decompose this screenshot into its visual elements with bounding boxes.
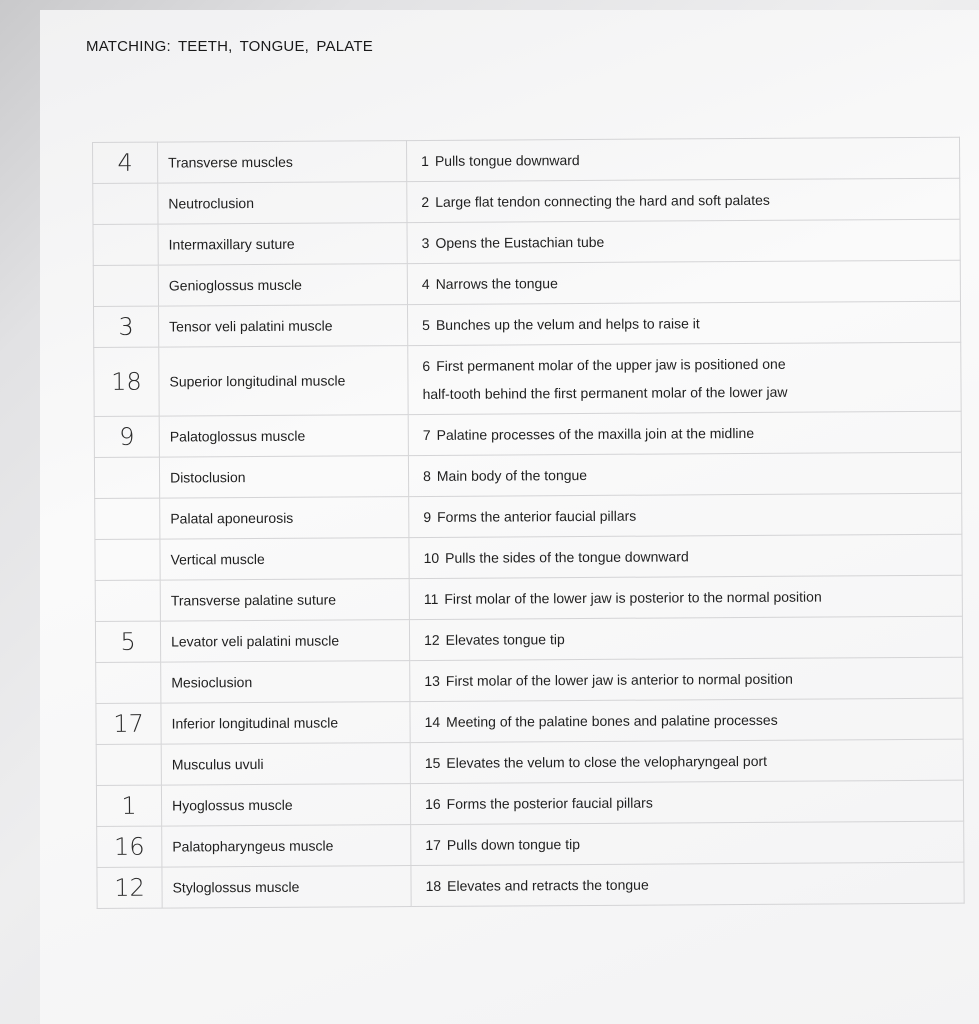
term-cell: Hyoglossus muscle [161,784,410,827]
matching-row [96,780,963,826]
definition-number: 1 [421,152,429,169]
handwritten-answer [96,744,161,785]
handwritten-answer [93,224,158,265]
definition-text: Bunches up the velum and helps to raise it [435,315,700,333]
definition-text: Palatine processes of the maxilla join at the midline [436,424,755,443]
definition-number: 4 [421,275,430,292]
definition-number: 17 [425,836,441,853]
definition-text: Large flat tendon connecting the hard and soft palates [435,191,770,210]
definition-number: 2 [421,193,430,210]
matching-table [92,137,965,909]
matching-row [93,178,960,224]
definition-cell [408,342,961,414]
term-cell: Palatopharyngeus muscle [162,825,411,868]
handwritten-answer [95,498,160,539]
definition-text: Forms the posterior faucial pillars [446,794,653,812]
term-cell: Genioglossus muscle [158,264,407,307]
definition-text-line2: half-tooth behind the first permanent molar of the lower jaw [422,383,788,402]
definition-cell [407,219,960,263]
definition-text: First molar of the lower jaw is posterior to the normal position [444,588,822,607]
term-cell: Levator veli palatini muscle [160,620,409,663]
definition-cell [406,137,959,181]
definition-text: Pulls tongue downward [434,152,580,169]
term-cell: Transverse muscles [158,141,407,184]
definition-cell [409,575,962,619]
definition-text: Pulls the sides of the tongue downward [445,548,689,566]
definition-cell [411,821,964,865]
handwritten-answer: 9 [94,416,159,457]
definition-cell [410,698,963,742]
matching-row [93,137,960,183]
handwritten-answer: 1 [96,785,161,826]
definition-text: Main body of the tongue [436,466,588,484]
handwritten-answer [96,662,161,703]
matching-row [95,493,962,539]
definition-number: 12 [423,631,440,648]
handwritten-answer: 4 [93,142,158,183]
definition-number: 18 [425,877,442,894]
term-cell: Styloglossus muscle [162,866,411,909]
definition-cell [410,657,963,701]
matching-row [96,739,963,785]
definition-text: Opens the Eustachian tube [435,233,605,251]
matching-row [93,260,960,306]
term-cell: Palatal aponeurosis [160,497,409,540]
definition-number: 6 [422,357,431,374]
definition-cell [407,260,960,304]
handwritten-answer: 17 [96,703,161,744]
definition-number: 14 [424,713,441,730]
definition-cell [409,616,962,660]
handwritten-answer [93,265,158,306]
term-cell: Palatoglossus muscle [159,415,408,458]
handwritten-answer: 12 [97,867,162,908]
handwritten-answer: 3 [94,306,159,347]
matching-row [94,342,961,416]
handwritten-answer [95,539,160,580]
matching-row [97,862,964,908]
matching-row [94,452,961,498]
matching-row [96,698,963,744]
definition-cell [407,301,960,345]
matching-row [97,821,964,867]
definition-cell [410,780,963,824]
term-cell: Vertical muscle [160,538,409,581]
definition-text: Meeting of the palatine bones and palatine processes [446,711,778,730]
handwritten-answer: 5 [95,621,160,662]
definition-cell [409,534,962,578]
term-cell: Mesioclusion [161,661,410,704]
term-cell: Transverse palatine suture [160,579,409,622]
matching-rows [93,137,965,908]
definition-cell [408,452,961,496]
definition-number: 7 [422,426,431,443]
term-cell: Tensor veli palatini muscle [159,305,408,348]
definition-text: First permanent molar of the upper jaw is positioned one [436,355,786,374]
matching-row [94,411,961,457]
matching-row [95,616,962,662]
definition-number: 5 [422,316,430,333]
definition-text: Elevates and retracts the tongue [447,876,649,894]
term-cell: Neutroclusion [158,182,407,225]
definition-text: Forms the anterior faucial pillars [437,507,637,525]
definition-number: 8 [422,467,431,484]
definition-text: Pulls down tongue tip [446,836,581,853]
term-cell: Distoclusion [159,456,408,499]
definition-number: 13 [424,672,440,689]
definition-text: First molar of the lower jaw is anterior to normal position [445,670,793,689]
handwritten-answer [95,580,160,621]
term-cell: Intermaxillary suture [158,223,407,266]
worksheet-title: MATCHING: TEETH, TONGUE, PALATE [86,38,373,55]
definition-number: 10 [423,549,440,566]
handwritten-answer: 16 [97,826,162,867]
handwritten-answer [94,457,159,498]
definition-cell [410,739,963,783]
matching-row [95,534,962,580]
definition-text: Narrows the tongue [435,275,558,292]
term-cell: Musculus uvuli [161,743,410,786]
matching-row [94,301,961,347]
matching-row [93,219,960,265]
definition-cell [407,178,960,222]
matching-row [96,657,963,703]
definition-cell [409,493,962,537]
definition-cell [411,862,964,906]
definition-cell [408,411,961,455]
definition-number: 11 [423,590,439,607]
definition-text: Elevates tongue tip [445,631,565,648]
term-cell: Inferior longitudinal muscle [161,702,410,745]
definition-text: Elevates the velum to close the velopharyngeal port [446,752,768,771]
definition-number: 3 [421,234,430,251]
definition-number: 16 [425,795,441,812]
definition-number: 15 [424,754,441,771]
handwritten-answer: 18 [94,347,159,416]
definition-number: 9 [423,508,432,525]
matching-row [95,575,962,621]
handwritten-answer [93,183,158,224]
term-cell: Superior longitudinal muscle [159,346,408,417]
